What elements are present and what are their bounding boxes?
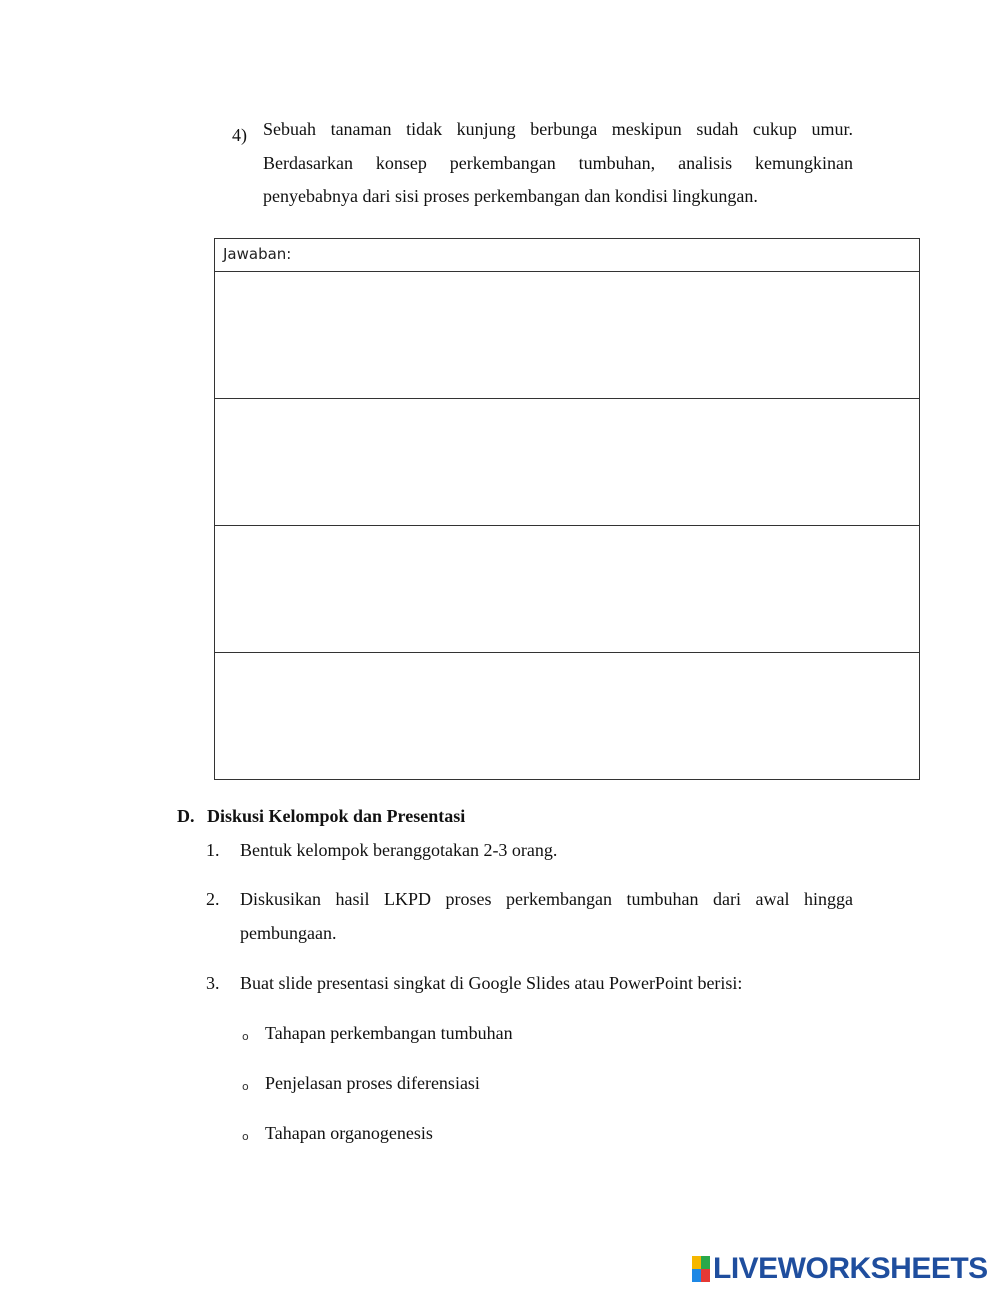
list-item-line: Diskusikan hasil LKPD proses perkembangan tumbuhan dari awal hingga bbox=[240, 889, 853, 909]
question-line: penyebabnya dari sisi proses perkembangan dan kondisi lingkungan. bbox=[263, 186, 758, 206]
bullet-marker: o bbox=[242, 1130, 249, 1143]
list-item-text bbox=[240, 882, 853, 950]
bullet-marker: o bbox=[242, 1030, 249, 1043]
answer-row-4[interactable] bbox=[215, 653, 919, 778]
list-item-text: Bentuk kelompok beranggotakan 2-3 orang. bbox=[240, 840, 558, 860]
bullet-text: Tahapan organogenesis bbox=[265, 1123, 433, 1143]
list-item-number: 2. bbox=[206, 889, 220, 909]
list-item-number: 1. bbox=[206, 840, 220, 860]
section-title: Diskusi Kelompok dan Presentasi bbox=[207, 806, 466, 826]
bullet-text: Penjelasan proses diferensiasi bbox=[265, 1073, 480, 1093]
list-item-line: pembungaan. bbox=[240, 923, 337, 943]
answer-row-3[interactable] bbox=[215, 526, 919, 653]
answer-row-2[interactable] bbox=[215, 399, 919, 526]
bullet-marker: o bbox=[242, 1080, 249, 1093]
logo-mark-icon bbox=[692, 1256, 710, 1282]
list-item-number: 3. bbox=[206, 973, 220, 993]
list-item-text: Buat slide presentasi singkat di Google Slides atau PowerPoint berisi: bbox=[240, 973, 743, 993]
answer-header: Jawaban: bbox=[215, 239, 919, 272]
question-number: 4) bbox=[232, 125, 247, 145]
question-text bbox=[263, 113, 853, 214]
liveworksheets-logo[interactable] bbox=[692, 1254, 988, 1284]
section-letter: D. bbox=[177, 806, 195, 826]
answer-row-1[interactable] bbox=[215, 272, 919, 399]
section-heading bbox=[177, 802, 465, 830]
question-line: Sebuah tanaman tidak kunjung berbunga meskipun sudah cukup umur. bbox=[263, 119, 853, 139]
logo-text: LIVEWORKSHEETS bbox=[713, 1252, 988, 1285]
bullet-text: Tahapan perkembangan tumbuhan bbox=[265, 1023, 513, 1043]
question-line: Berdasarkan konsep perkembangan tumbuhan, analisis kemungkinan bbox=[263, 152, 853, 173]
answer-table bbox=[214, 238, 920, 780]
